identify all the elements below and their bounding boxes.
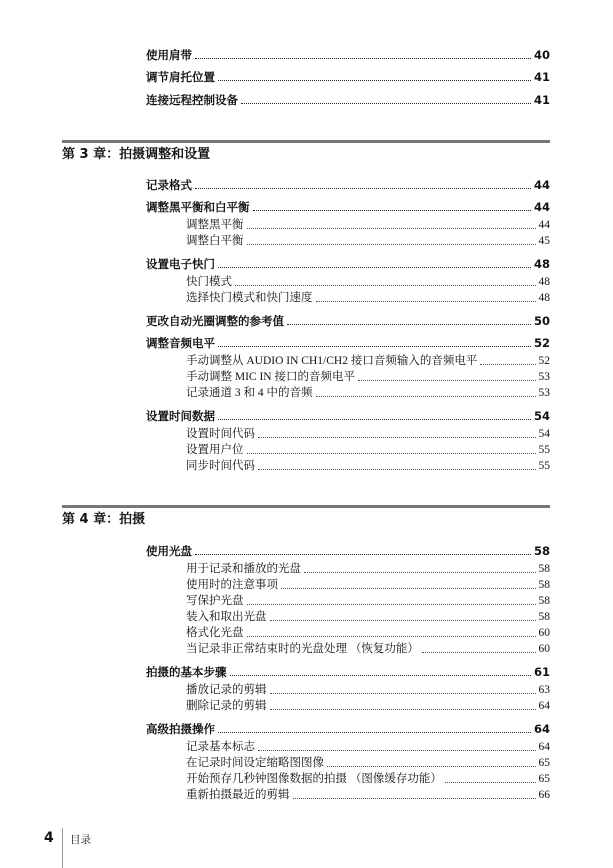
leader-dots <box>293 798 536 799</box>
toc-entry-page: 41 <box>533 70 550 84</box>
toc-subentry-page: 58 <box>538 595 550 607</box>
toc-entry-title: 设置电子快门 <box>146 257 215 271</box>
toc-subentry-title: 手动调整 MIC IN 接口的音频电平 <box>186 371 355 383</box>
toc-subentry-title: 播放记录的剪辑 <box>186 684 267 696</box>
toc-subentry-page: 60 <box>538 643 550 655</box>
toc-subentry[interactable] <box>186 698 550 713</box>
leader-dots <box>218 346 531 347</box>
toc-entry-page: 40 <box>533 48 550 62</box>
chapter-title: 第 4 章：拍摄 <box>62 512 146 527</box>
toc-subentry-page: 64 <box>538 700 550 712</box>
toc-subentry[interactable] <box>186 290 550 305</box>
toc-entry[interactable] <box>146 663 550 679</box>
toc-subentry[interactable] <box>186 385 550 400</box>
toc-entry[interactable] <box>146 312 550 328</box>
toc-entry-title: 设置时间数据 <box>146 409 215 423</box>
toc-subentry[interactable] <box>186 233 550 248</box>
leader-dots <box>241 103 531 104</box>
toc-subentry-page: 48 <box>538 292 550 304</box>
toc-subentry[interactable] <box>186 274 550 289</box>
toc-entry[interactable] <box>146 407 550 423</box>
leader-dots <box>304 572 536 573</box>
leader-dots <box>195 58 531 59</box>
leader-dots <box>316 301 536 302</box>
toc-entry-page: 50 <box>533 314 550 328</box>
toc-subentry-title: 快门模式 <box>186 276 232 288</box>
toc-subentry-page: 44 <box>538 219 550 231</box>
toc-entry-title: 记录格式 <box>146 178 192 192</box>
toc-entry-page: 44 <box>533 200 550 214</box>
toc-subentry[interactable] <box>186 442 550 457</box>
toc-entry[interactable] <box>146 91 550 107</box>
leader-dots <box>270 709 536 710</box>
leader-dots <box>195 188 531 189</box>
toc-subentry[interactable] <box>186 426 550 441</box>
toc-subentry-title: 记录基本标志 <box>186 741 255 753</box>
toc-subentry[interactable] <box>186 577 550 592</box>
toc-entry[interactable] <box>146 255 550 271</box>
leader-dots <box>247 453 536 454</box>
toc-entry-page: 61 <box>533 665 550 679</box>
toc-subentry-page: 58 <box>538 611 550 623</box>
toc-subentry-title: 当记录非正常结束时的光盘处理 （恢复功能） <box>186 643 419 655</box>
toc-subentry-title: 设置时间代码 <box>186 428 255 440</box>
leader-dots <box>218 267 531 268</box>
leader-dots <box>258 750 536 751</box>
leader-dots <box>235 285 536 286</box>
leader-dots <box>480 364 535 365</box>
leader-dots <box>195 554 531 555</box>
page-number: 4 <box>44 830 54 846</box>
leader-dots <box>270 620 536 621</box>
toc-subentry-page: 52 <box>538 355 550 367</box>
toc-subentry-page: 63 <box>538 684 550 696</box>
toc-subentry-title: 选择快门模式和快门速度 <box>186 292 313 304</box>
footer-divider <box>62 828 63 868</box>
leader-dots <box>270 693 536 694</box>
toc-entry[interactable] <box>146 46 550 62</box>
toc-entry[interactable] <box>146 334 550 350</box>
toc-subentry-page: 53 <box>538 371 550 383</box>
toc-subentry-page: 64 <box>538 741 550 753</box>
leader-dots <box>422 652 536 653</box>
toc-entry-title: 连接远程控制设备 <box>146 93 238 107</box>
toc-entry-title: 更改自动光圈调整的参考值 <box>146 314 284 328</box>
toc-subentry[interactable] <box>186 755 550 770</box>
toc-entry-title: 拍摄的基本步骤 <box>146 665 227 679</box>
leader-dots <box>358 380 536 381</box>
leader-dots <box>287 324 531 325</box>
toc-subentry-title: 同步时间代码 <box>186 460 255 472</box>
toc-entry-page: 48 <box>533 257 550 271</box>
leader-dots <box>230 675 531 676</box>
leader-dots <box>258 437 536 438</box>
toc-entry-page: 54 <box>533 409 550 423</box>
toc-subentry-page: 60 <box>538 627 550 639</box>
toc-subentry[interactable] <box>186 609 550 624</box>
toc-subentry[interactable] <box>186 217 550 232</box>
toc-subentry-page: 65 <box>538 757 550 769</box>
toc-entry-page: 52 <box>533 336 550 350</box>
toc-subentry-page: 45 <box>538 235 550 247</box>
toc-subentry[interactable] <box>186 593 550 608</box>
toc-subentry-title: 装入和取出光盘 <box>186 611 267 623</box>
leader-dots <box>247 636 536 637</box>
toc-subentry-title: 开始预存几秒钟图像数据的拍摄 （图像缓存功能） <box>186 773 442 785</box>
toc-entry-title: 调整音频电平 <box>146 336 215 350</box>
toc-subentry-page: 66 <box>538 789 550 801</box>
leader-dots <box>258 469 536 470</box>
toc-entry-title: 调节肩托位置 <box>146 70 215 84</box>
toc-subentry-page: 55 <box>538 460 550 472</box>
toc-subentry[interactable] <box>186 787 550 802</box>
toc-entry[interactable] <box>146 198 550 214</box>
chapter-rule <box>62 505 550 508</box>
toc-subentry-page: 53 <box>538 387 550 399</box>
toc-subentry-page: 54 <box>538 428 550 440</box>
leader-dots <box>253 210 531 211</box>
toc-subentry-title: 设置用户位 <box>186 444 244 456</box>
toc-subentry-title: 写保护光盘 <box>186 595 244 607</box>
leader-dots <box>247 604 536 605</box>
toc-subentry[interactable] <box>186 771 550 786</box>
leader-dots <box>445 782 536 783</box>
toc-subentry[interactable] <box>186 682 550 697</box>
toc-subentry-title: 使用时的注意事项 <box>186 579 278 591</box>
toc-subentry[interactable] <box>186 458 550 473</box>
toc-subentry-page: 58 <box>538 579 550 591</box>
toc-subentry-title: 删除记录的剪辑 <box>186 700 267 712</box>
toc-entry-title: 使用肩带 <box>146 48 192 62</box>
toc-entry-title: 调整黑平衡和白平衡 <box>146 200 250 214</box>
toc-subentry-title: 调整黑平衡 <box>186 219 244 231</box>
toc-subentry-title: 在记录时间设定缩略图图像 <box>186 757 324 769</box>
leader-dots <box>327 766 536 767</box>
leader-dots <box>247 244 536 245</box>
leader-dots <box>218 419 531 420</box>
leader-dots <box>218 732 531 733</box>
leader-dots <box>247 228 536 229</box>
chapter-rule <box>62 140 550 143</box>
leader-dots <box>316 396 536 397</box>
toc-subentry[interactable] <box>186 561 550 576</box>
toc-subentry-title: 记录通道 3 和 4 中的音频 <box>186 387 313 399</box>
toc-subentry-page: 58 <box>538 563 550 575</box>
toc-subentry[interactable] <box>186 353 550 368</box>
toc-entry-page: 44 <box>533 178 550 192</box>
toc-entry-page: 41 <box>533 93 550 107</box>
toc-subentry-page: 48 <box>538 276 550 288</box>
toc-entry[interactable] <box>146 542 550 558</box>
toc-subentry-title: 重新拍摄最近的剪辑 <box>186 789 290 801</box>
chapter-title: 第 3 章：拍摄调整和设置 <box>62 147 211 162</box>
footer-label: 目录 <box>70 834 91 846</box>
toc-subentry-title: 格式化光盘 <box>186 627 244 639</box>
toc-entry-page: 58 <box>533 544 550 558</box>
leader-dots <box>281 588 536 589</box>
toc-entry-title: 使用光盘 <box>146 544 192 558</box>
toc-subentry-page: 55 <box>538 444 550 456</box>
toc-entry[interactable] <box>146 720 550 736</box>
toc-entry-title: 高级拍摄操作 <box>146 722 215 736</box>
toc-subentry[interactable] <box>186 625 550 640</box>
toc-subentry[interactable] <box>186 641 550 656</box>
toc-entry[interactable] <box>146 176 550 192</box>
toc-subentry-page: 65 <box>538 773 550 785</box>
toc-subentry-title: 手动调整从 AUDIO IN CH1/CH2 接口音频输入的音频电平 <box>186 355 478 367</box>
toc-subentry-title: 调整白平衡 <box>186 235 244 247</box>
toc-entry-page: 64 <box>533 722 550 736</box>
toc-subentry[interactable] <box>186 369 550 384</box>
leader-dots <box>218 80 531 81</box>
toc-subentry-title: 用于记录和播放的光盘 <box>186 563 301 575</box>
toc-entry[interactable] <box>146 68 550 84</box>
toc-subentry[interactable] <box>186 739 550 754</box>
